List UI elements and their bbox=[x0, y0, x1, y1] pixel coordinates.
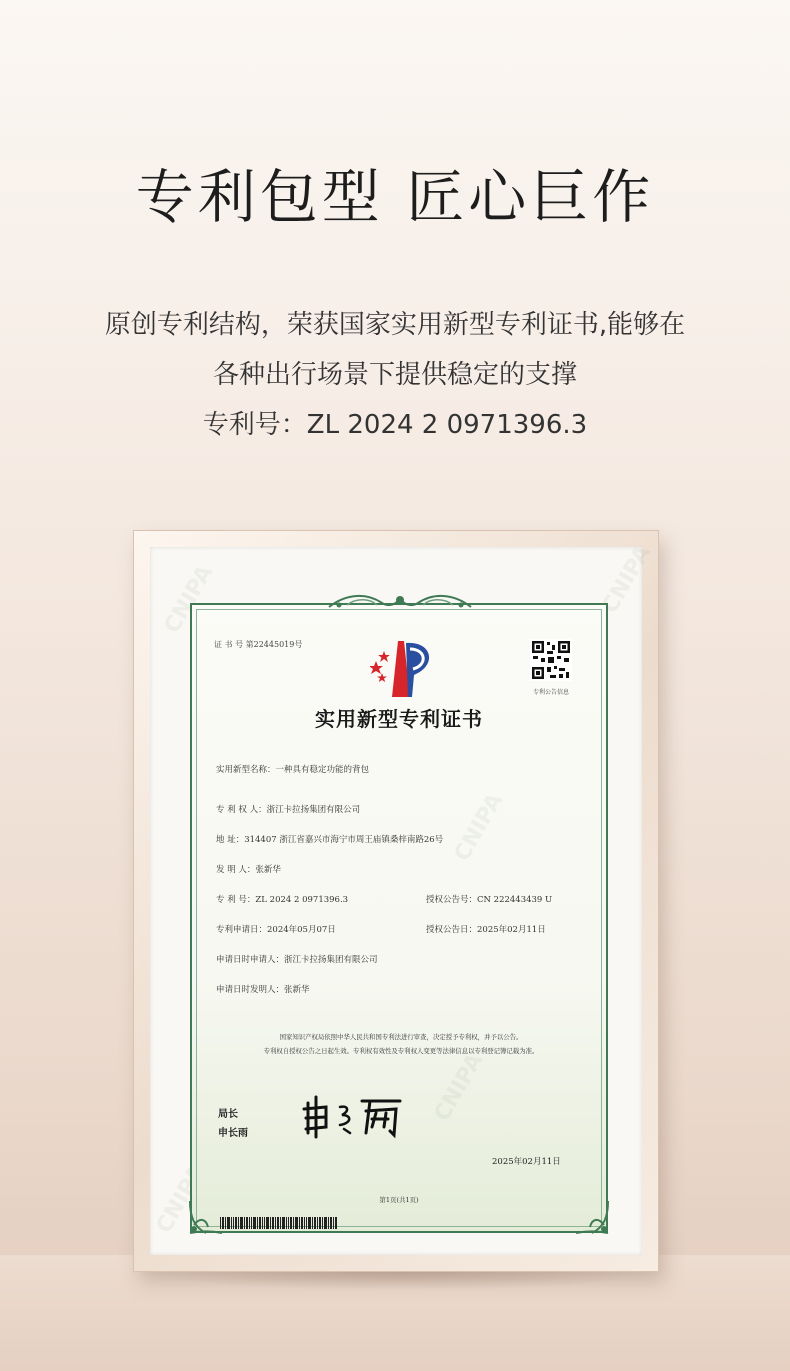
field-inventor bbox=[216, 863, 281, 875]
watermark-5: CNIPA bbox=[429, 1049, 489, 1126]
field-address bbox=[216, 833, 443, 845]
field-announce-date bbox=[426, 923, 546, 935]
field-model-name bbox=[216, 763, 369, 775]
field-value: 一种具有稳定功能的背包 bbox=[275, 765, 370, 775]
top-ornament-icon bbox=[327, 591, 473, 613]
field-value: 314407 浙江省嘉兴市海宁市周王庙镇桑梓南路26号 bbox=[244, 835, 444, 845]
field-label: 专 利 权 人： bbox=[216, 805, 267, 815]
watermark-1: CNIPA bbox=[159, 561, 219, 638]
patent-certificate bbox=[190, 603, 608, 1233]
field-announce-number bbox=[426, 893, 552, 905]
cnipa-logo-icon bbox=[370, 639, 440, 699]
field-value: CN 222443439 U bbox=[477, 895, 553, 905]
intro-line-2: 各种出行场景下提供稳定的支撑 bbox=[212, 360, 577, 390]
qr-caption: 专利公告信息 bbox=[532, 689, 569, 696]
field-label: 地 址： bbox=[216, 835, 245, 845]
certificate-number: 证 书 号 第22445019号 bbox=[214, 640, 303, 649]
intro-text bbox=[40, 300, 750, 450]
headline: 专利包型 匠心巨作 bbox=[135, 163, 655, 231]
field-label: 申请日时申请人： bbox=[216, 955, 285, 965]
field-label: 发 明 人： bbox=[216, 865, 256, 875]
intro-line-1: 原创专利结构，荣获国家实用新型专利证书,能够在 bbox=[104, 310, 686, 340]
field-label: 授权公告号： bbox=[426, 895, 478, 905]
watermark-3: CNIPA bbox=[151, 1161, 211, 1238]
certificate-statement bbox=[206, 1030, 596, 1058]
issue-date: 2025年02月11日 bbox=[492, 1157, 561, 1167]
field-value: ZL 2024 2 0971396.3 bbox=[255, 895, 349, 905]
field-value: 张新华 bbox=[255, 865, 281, 875]
field-patentee bbox=[216, 803, 360, 815]
certificate-title: 实用新型专利证书 bbox=[315, 707, 483, 731]
field-applicant bbox=[216, 953, 378, 965]
director-title: 局长 bbox=[218, 1109, 238, 1120]
field-value: 张新华 bbox=[284, 985, 310, 995]
field-value: 2024年05月07日 bbox=[267, 925, 336, 935]
picture-frame bbox=[133, 530, 659, 1272]
field-inventor-at-filing bbox=[216, 983, 310, 995]
barcode-icon bbox=[220, 1217, 338, 1229]
director-block bbox=[218, 1105, 248, 1143]
field-filing-date bbox=[216, 923, 336, 935]
signature-icon bbox=[300, 1093, 410, 1139]
frame-mat bbox=[150, 541, 657, 1255]
field-label: 实用新型名称： bbox=[216, 765, 276, 775]
field-value: 浙江卡拉扬集团有限公司 bbox=[284, 955, 378, 965]
qr-code-icon bbox=[530, 639, 572, 681]
field-label: 专 利 号： bbox=[216, 895, 256, 905]
field-label: 授权公告日： bbox=[426, 925, 478, 935]
field-label: 专利申请日： bbox=[216, 925, 268, 935]
field-value: 浙江卡拉扬集团有限公司 bbox=[266, 805, 361, 815]
watermark-2: CNIPA bbox=[597, 541, 657, 618]
field-label: 申请日时发明人： bbox=[216, 985, 285, 995]
statement-line-2: 专利权自授权公告之日起生效。专利权有效性及专利权人变更等法律信息以专利登记簿记载为准。 bbox=[263, 1047, 539, 1055]
field-patent-number bbox=[216, 893, 348, 905]
page-number: 第1页(共1页) bbox=[379, 1196, 419, 1204]
director-name: 申长雨 bbox=[218, 1128, 248, 1139]
patent-number-line: 专利号：ZL 2024 2 0971396.3 bbox=[202, 410, 588, 440]
field-value: 2025年02月11日 bbox=[477, 925, 546, 935]
statement-line-1: 国家知识产权局依照中华人民共和国专利法进行审查，决定授予专利权，并予以公告。 bbox=[279, 1033, 523, 1041]
watermark-4: CNIPA bbox=[449, 789, 509, 866]
